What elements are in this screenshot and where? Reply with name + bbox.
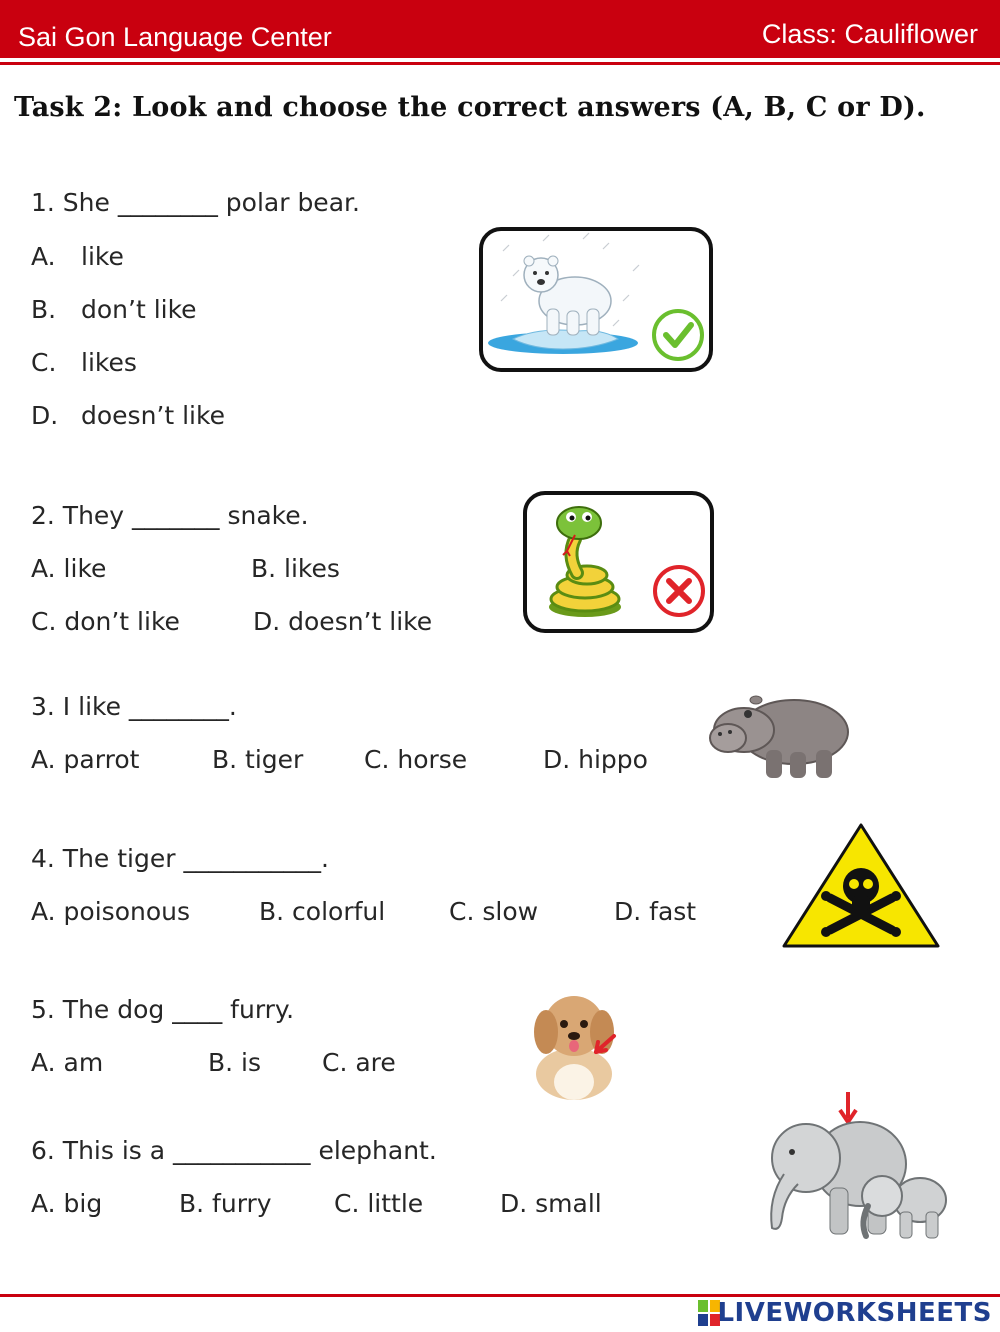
q1-option-b-letter: B.	[31, 295, 57, 324]
poison-warning-icon	[780, 822, 942, 950]
q1-option-c-letter: C.	[31, 348, 57, 377]
question-1-stem: 1. She ________ polar bear.	[31, 188, 360, 217]
header-bar	[0, 0, 1000, 58]
q4-option-b[interactable]: B. colorful	[259, 897, 386, 926]
class-name: Class: Cauliflower	[761, 19, 978, 49]
question-5-stem: 5. The dog ____ furry.	[31, 995, 295, 1024]
elephant-icon	[750, 1088, 954, 1244]
q6-option-b[interactable]: B. furry	[179, 1189, 272, 1218]
q4-option-a[interactable]: A. poisonous	[31, 897, 190, 926]
question-6-stem: 6. This is a ___________ elephant.	[31, 1136, 437, 1165]
checkmark-icon	[654, 311, 702, 359]
question-3-stem: 3. I like ________.	[31, 692, 237, 721]
q2-option-a[interactable]: A. like	[31, 554, 107, 583]
q6-option-c[interactable]: C. little	[334, 1189, 424, 1218]
center-name: Sai Gon Language Center	[18, 22, 332, 52]
q3-option-d[interactable]: D. hippo	[543, 745, 648, 774]
q1-option-a-letter: A.	[31, 242, 56, 271]
snake-icon	[527, 495, 710, 629]
footer-divider	[0, 1294, 1000, 1297]
q2-option-c[interactable]: C. don’t like	[31, 607, 180, 636]
q2-picture	[523, 491, 714, 633]
q1-option-b[interactable]: don’t like	[81, 295, 197, 324]
q5-option-b[interactable]: B. is	[208, 1048, 262, 1077]
dog-icon	[524, 986, 624, 1104]
hippo-icon	[708, 680, 854, 784]
q6-option-d[interactable]: D. small	[500, 1189, 602, 1218]
q1-option-c[interactable]: likes	[81, 348, 137, 377]
q5-option-c[interactable]: C. are	[322, 1048, 396, 1077]
question-2-stem: 2. They _______ snake.	[31, 501, 309, 530]
q1-option-d-letter: D.	[31, 401, 59, 430]
q1-picture	[479, 227, 713, 372]
q3-option-a[interactable]: A. parrot	[31, 745, 140, 774]
polar-bear-icon	[483, 231, 709, 368]
q1-option-a[interactable]: like	[81, 242, 124, 271]
q3-option-b[interactable]: B. tiger	[212, 745, 304, 774]
task-title: Task 2: Look and choose the correct answers (A, B, C or D).	[14, 92, 926, 123]
q2-option-d[interactable]: D. doesn’t like	[253, 607, 433, 636]
q2-option-b[interactable]: B. likes	[251, 554, 340, 583]
q6-option-a[interactable]: A. big	[31, 1189, 103, 1218]
q5-option-a[interactable]: A. am	[31, 1048, 104, 1077]
liveworksheets-logo[interactable]: LIVEWORKSHEETS	[717, 1298, 992, 1328]
q4-option-d[interactable]: D. fast	[614, 897, 697, 926]
q4-option-c[interactable]: C. slow	[449, 897, 539, 926]
header-divider	[0, 62, 1000, 65]
question-4-stem: 4. The tiger ___________.	[31, 844, 329, 873]
q3-option-c[interactable]: C. horse	[364, 745, 468, 774]
q1-option-d[interactable]: doesn’t like	[81, 401, 225, 430]
